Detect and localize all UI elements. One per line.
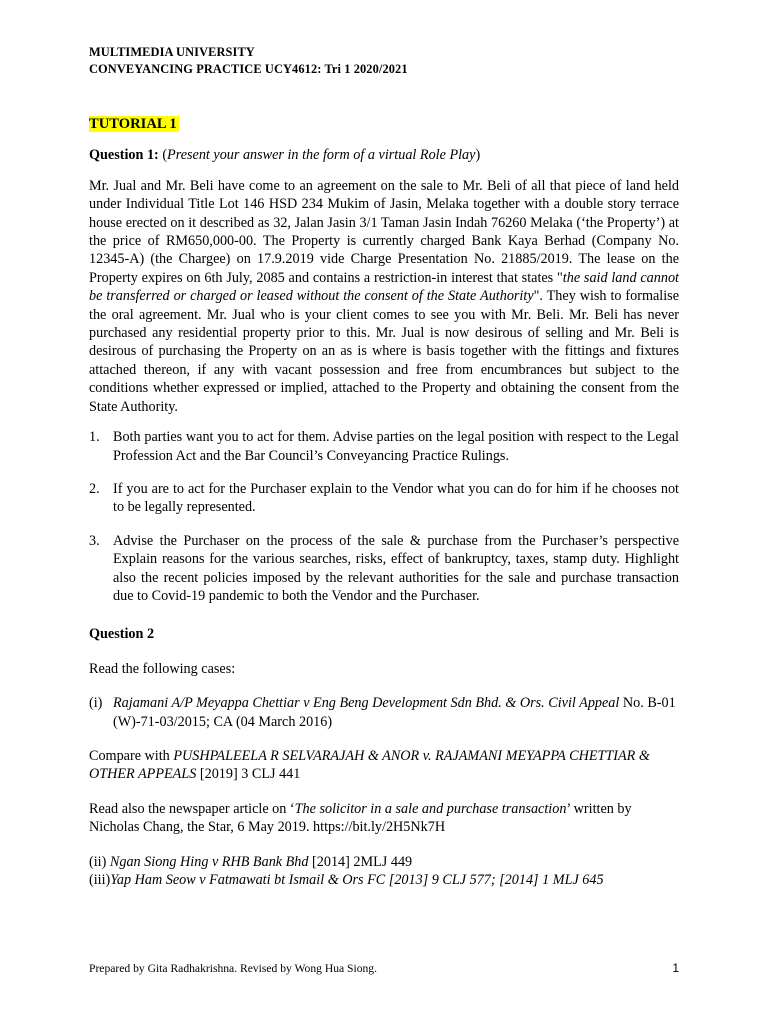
case-iii-number: (iii) bbox=[89, 872, 111, 888]
document-page bbox=[89, 44, 679, 889]
newspaper-reference bbox=[89, 800, 679, 837]
task-item bbox=[89, 428, 679, 465]
tutorial-heading bbox=[89, 115, 679, 133]
read-following-cases: Read the following cases: bbox=[89, 660, 236, 677]
tutorial-title: TUTORIAL 1 bbox=[89, 116, 177, 132]
task-text: Both parties want you to act for them. Advise parties on the legal position with respect to the Legal Profession Act and the Bar Council’s Conveyancing Practice Rulings. bbox=[113, 429, 679, 464]
task-number: 2. bbox=[89, 480, 100, 497]
case-ii-citation: [2014] 2MLJ 449 bbox=[308, 853, 413, 870]
task-number: 1. bbox=[89, 429, 100, 446]
footer-credit: Prepared by Gita Radhakrishna. Revised by Wong Hua Siong. bbox=[89, 962, 378, 975]
scenario-text-b: ". They wish to formalise the oral agreement. Mr. Jual who is your client comes to see you with Mr. Beli. Mr. Beli has never purchased any residential property prior to this. Mr. Jual is now desirous of selling and Mr. Beli is desirous of purchasing the Property on an as is where is basis together with the fittings and fixtures attached thereon, if any with vacant possession and free from encumbrances but subject to the conditions whether expressed or implied, attached to the Property and obtaining the consent from the State Authority. bbox=[89, 288, 679, 415]
page-number: 1 bbox=[672, 961, 679, 975]
course-title: CONVEYANCING PRACTICE UCY4612: Tri 1 2020/2021 bbox=[89, 61, 408, 76]
scenario-text-a: Mr. Jual and Mr. Beli have come to an agreement on the sale to Mr. Beli of all that piece of land held under Individual Title Lot 146 HSD 234 Mukim of Jasin, Melaka together with a double story terrace house erected on it described as 32, Jalan Jasin 3/1 Taman Jasin Indah 76260 Melaka (‘the Property’) at the price of RM650,000-00. The Property is currently charged Bank Kaya Berhad (Company No. 12345-A) (the Chargee) on 17.9.2019 vide Charge Presentation No. 21885/2019. The lease on the Property expires on 6th July, 2085 and contains a restriction-in interest that states " bbox=[89, 177, 679, 286]
question1-tasks bbox=[89, 428, 679, 605]
case-ii-title: Ngan Siong Hing v RHB Bank Bhd bbox=[109, 853, 309, 870]
case-ii bbox=[89, 853, 679, 871]
case-ii-number: (ii) bbox=[89, 853, 110, 870]
news-article-title: The solicitor in a sale and purchase transaction bbox=[294, 800, 567, 817]
question1-instruction: Present your answer in the form of a virtual Role Play bbox=[167, 147, 476, 164]
news-article-details: ’ written by Nicholas Chang, the Star, 6 May 2019. https://bit.ly/2H5Nk7H bbox=[89, 800, 632, 836]
compare-case-title: PUSHPALEELA R SELVARAJAH & ANOR v. RAJAMANI MEYAPPA CHETTIAR & OTHER APPEALS bbox=[89, 747, 650, 783]
close-paren: ) bbox=[475, 147, 481, 164]
question1-scenario bbox=[89, 177, 679, 416]
question1-label: Question 1: bbox=[89, 147, 159, 164]
task-text: Advise the Purchaser on the process of the sale & purchase from the Purchaser’s perspective Explain reasons for the various searches, risks, effect of bankruptcy, taxes, stamp duty. Highlight also the recent policies imposed by the relevant authorities for the sale and purchase transaction due to Covid-19 pandemic to both the Vendor and the Purchaser. bbox=[113, 532, 679, 604]
case-i-number: (i) bbox=[89, 695, 103, 712]
compare-case bbox=[89, 747, 679, 784]
task-item bbox=[89, 480, 679, 517]
case-iii-title: Yap Ham Seow v Fatmawati bt Ismail & Ors FC [2013] 9 CLJ 577; [2014] 1 MLJ 645 bbox=[110, 872, 604, 888]
restriction-quote: the said land cannot be transferred or charged or leased without the consent of the State Authority bbox=[89, 269, 679, 305]
open-paren: ( bbox=[158, 147, 168, 164]
question2-heading: Question 2 bbox=[89, 626, 155, 643]
case-i-citation: No. B-01 (W)-71-03/2015; CA (04 March 2016) bbox=[113, 695, 676, 730]
question1-heading bbox=[89, 146, 679, 164]
case-i bbox=[89, 694, 679, 731]
page-footer bbox=[89, 961, 679, 976]
university-name: MULTIMEDIA UNIVERSITY bbox=[89, 45, 255, 59]
compare-prefix: Compare with bbox=[89, 747, 174, 764]
task-number: 3. bbox=[89, 532, 100, 549]
case-i-title: Rajamani A/P Meyappa Chettiar v Eng Beng Development Sdn Bhd. & Ors. Civil Appeal bbox=[113, 695, 620, 712]
compare-case-citation: [2019] 3 CLJ 441 bbox=[196, 766, 301, 783]
case-iii bbox=[89, 871, 679, 889]
task-item bbox=[89, 532, 679, 606]
news-prefix: Read also the newspaper article on ‘ bbox=[89, 800, 295, 817]
task-text: If you are to act for the Purchaser explain to the Vendor what you can do for him if he chooses not to be legally represented. bbox=[113, 480, 679, 516]
